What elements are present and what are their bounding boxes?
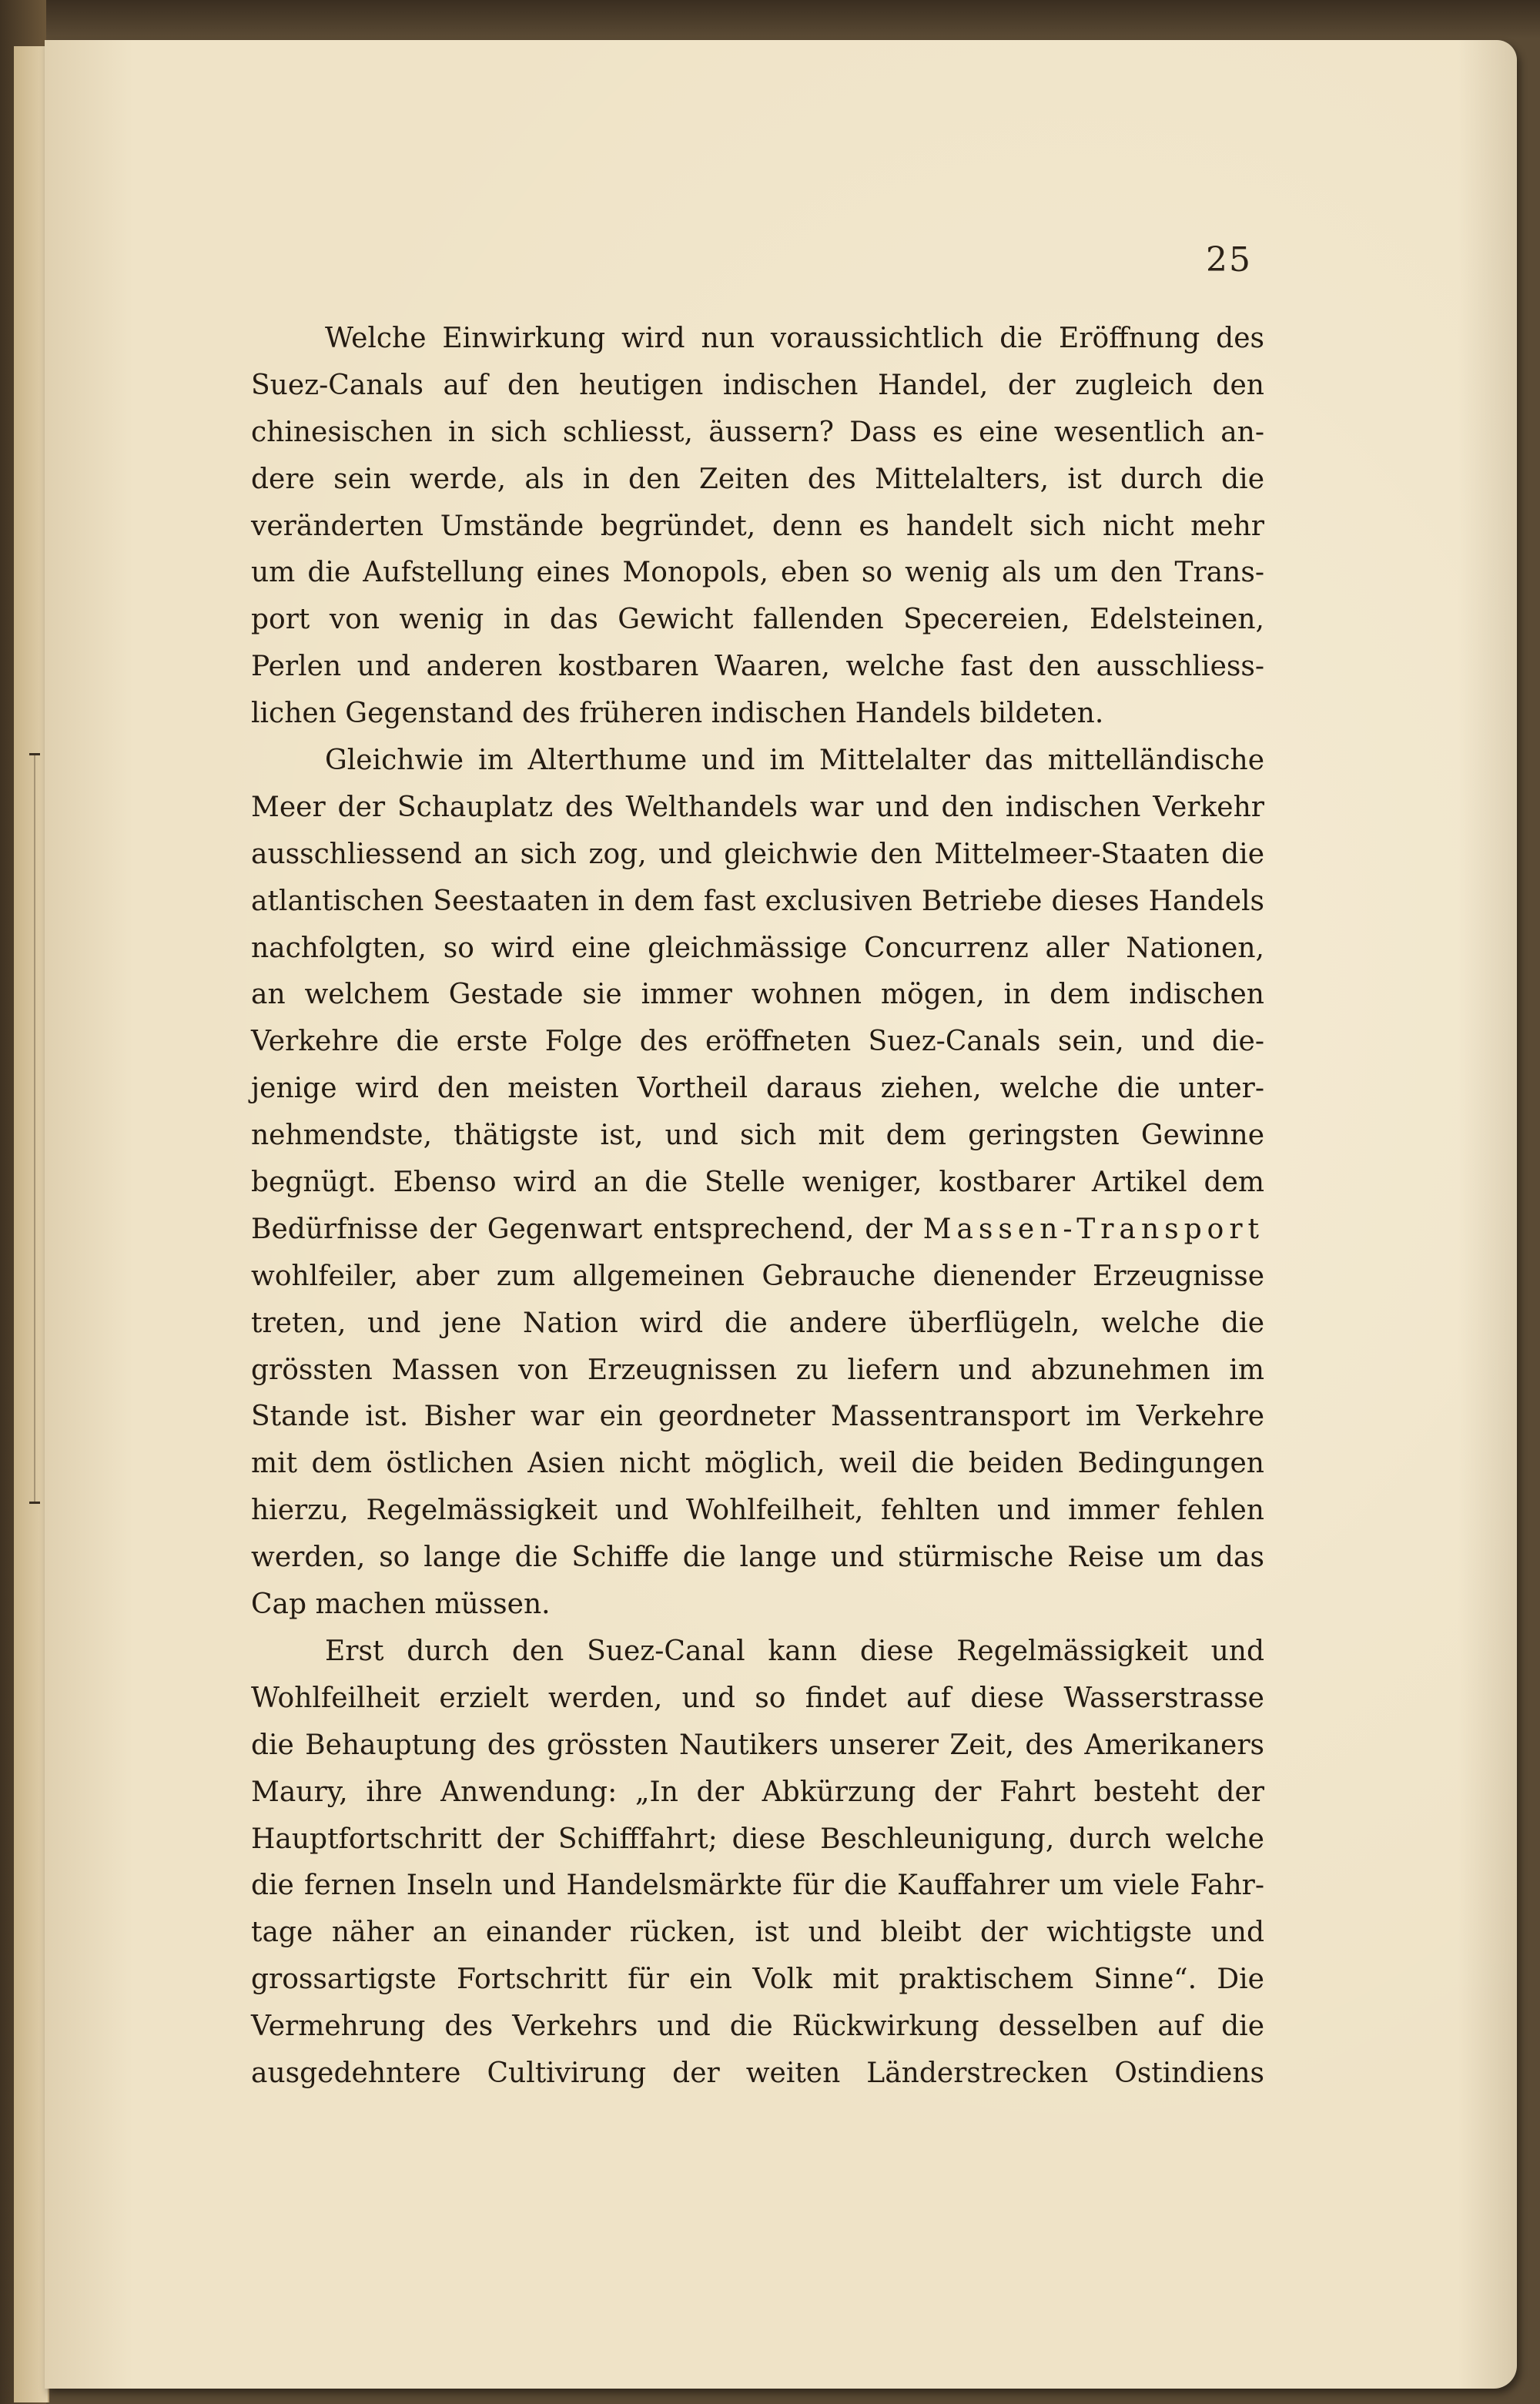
text-line: Erst durch den Suez-Canal kann diese Regelmässigkeit und: [325, 1635, 1264, 1667]
body-text: [251, 316, 1264, 2098]
text-line: chinesischen in sich schliesst, äussern? Dass es eine wesentlich an-: [251, 416, 1264, 448]
text-line: Perlen und anderen kostbaren Waaren, welche fast den ausschliess-: [251, 651, 1264, 683]
margin-mark-top: [29, 753, 40, 755]
margin-mark-bottom: [29, 1502, 40, 1504]
text-line: Hauptfortschritt der Schifffahrt; diese Beschleunigung, durch welche: [251, 1823, 1264, 1855]
text-line: Maury, ihre Anwendung: „In der Abkürzung der Fahrt besteht der: [251, 1776, 1264, 1808]
text-line: hierzu, Regelmässigkeit und Wohlfeilheit, fehlten und immer fehlen: [251, 1495, 1264, 1527]
text-line: jenige wird den meisten Vortheil daraus ziehen, welche die unter-: [251, 1073, 1264, 1105]
text-line: ausschliessend an sich zog, und gleichwie den Mittelmeer-Staaten die: [251, 838, 1264, 870]
margin-pencil-line: [34, 755, 35, 1502]
text-line: veränderten Umstände begründet, denn es handelt sich nicht mehr: [251, 510, 1264, 542]
text-line: nachfolgten, so wird eine gleichmässige Concurrenz aller Nationen,: [251, 932, 1264, 964]
text-line: an welchem Gestade sie immer wohnen mögen, in dem indischen: [251, 979, 1264, 1011]
text-line: tage näher an einander rücken, ist und bleibt der wichtigste und: [251, 1917, 1264, 1949]
text-line: wohlfeiler, aber zum allgemeinen Gebrauche dienender Erzeugnisse: [251, 1260, 1264, 1292]
text-line: Meer der Schauplatz des Welthandels war und den indischen Verkehr: [251, 791, 1264, 823]
text-line: Cap machen müssen.: [251, 1589, 551, 1621]
page-number: 25: [1206, 240, 1252, 280]
text-line: ausgedehntere Cultivirung der weiten Länderstrecken Ostindiens: [251, 2057, 1264, 2089]
paragraph-1: [251, 316, 1264, 738]
text-line: atlantischen Seestaaten in dem fast exclusiven Betriebe dieses Handels: [251, 885, 1264, 917]
text-line: die Behauptung des grössten Nautikers unserer Zeit, des Amerikaners: [251, 1729, 1264, 1761]
text-line: die fernen Inseln und Handelsmärkte für die Kauffahrer um viele Fahr-: [251, 1870, 1264, 1902]
text-line: Vermehrung des Verkehrs und die Rückwirkung desselben auf die: [251, 2011, 1264, 2043]
text-line: Stande ist. Bisher war ein geordneter Massentransport im Verkehre: [251, 1401, 1264, 1433]
text-line: grössten Massen von Erzeugnissen zu liefern und abzunehmen im: [251, 1354, 1264, 1386]
paragraph-3: [251, 1629, 1264, 2098]
text-line-spaced: [251, 1207, 1264, 1254]
text-line: nehmendste, thätigste ist, und sich mit dem geringsten Gewinne: [251, 1120, 1264, 1152]
text-line: dere sein werde, als in den Zeiten des Mittelalters, ist durch die: [251, 463, 1264, 495]
text-line: begnügt. Ebenso wird an die Stelle weniger, kostbarer Artikel dem: [251, 1167, 1264, 1199]
text-line: werden, so lange die Schiffe die lange und stürmische Reise um das: [251, 1542, 1264, 1574]
text-line: treten, und jene Nation wird die andere überflügeln, welche die: [251, 1307, 1264, 1339]
scan-backdrop-top: [0, 0, 1540, 39]
spaced-emphasis: Massen-Transport: [922, 1213, 1264, 1245]
text-line: Welche Einwirkung wird nun voraussichtlich die Eröffnung des: [325, 323, 1264, 354]
text-line: Verkehre die erste Folge des eröffneten Suez-Canals sein, und die-: [251, 1026, 1264, 1058]
text-line: um die Aufstellung eines Monopols, eben so wenig als um den Trans-: [251, 557, 1264, 589]
text-line: mit dem östlichen Asien nicht möglich, weil die beiden Bedingungen: [251, 1448, 1264, 1480]
text-line: lichen Gegenstand des früheren indischen Handels bildeten.: [251, 698, 1104, 730]
text-line: Suez-Canals auf den heutigen indischen Handel, der zugleich den: [251, 369, 1264, 401]
text-line: grossartigste Fortschritt für ein Volk mit praktischem Sinne“. Die: [251, 1964, 1264, 1996]
text-line: Wohlfeilheit erzielt werden, und so findet auf diese Wasserstrasse: [251, 1682, 1264, 1714]
text-line: Gleichwie im Alterthume und im Mittelalter das mittelländische: [325, 745, 1264, 777]
text-segment: Bedürfnisse der Gegenwart entsprechend, der: [251, 1213, 912, 1245]
text-line: port von wenig in das Gewicht fallenden Specereien, Edelsteinen,: [251, 604, 1264, 636]
paragraph-2: [251, 738, 1264, 1629]
